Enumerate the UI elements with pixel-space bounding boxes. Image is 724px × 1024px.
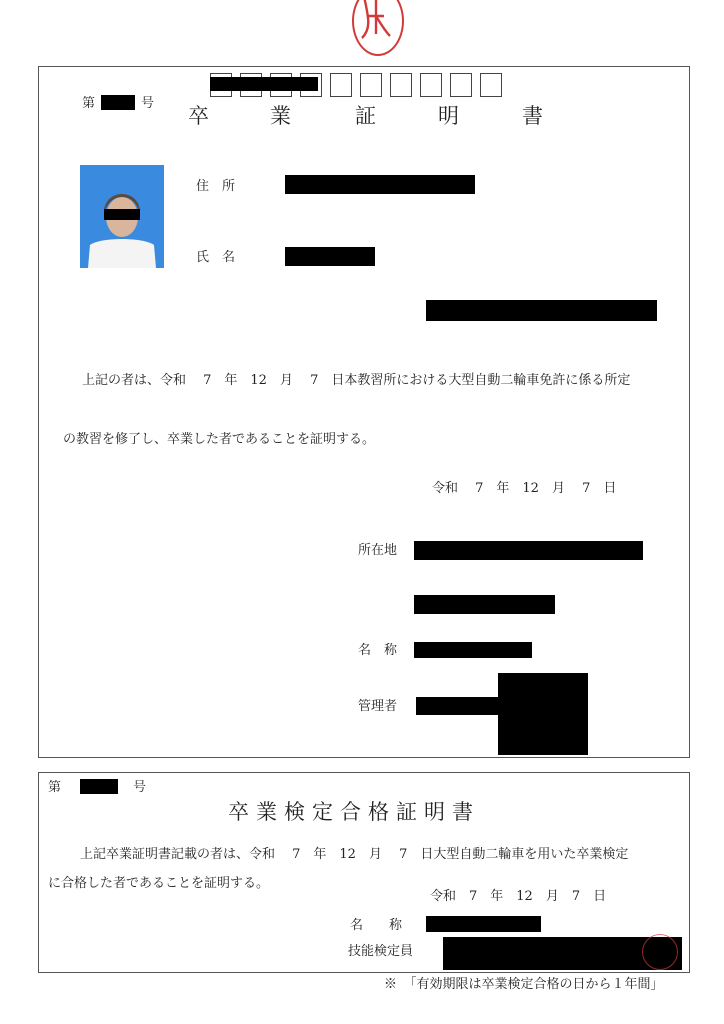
school-name-redaction: [414, 642, 532, 658]
cert1-title-char: 業: [270, 104, 291, 128]
cert1-number-redaction: [101, 95, 135, 110]
name-label: 氏 名: [196, 250, 236, 265]
cert1-title-char: 書: [522, 104, 543, 128]
cert2-name-redaction: [426, 916, 541, 932]
footnote: ※ 「有効期限は卒業検定合格の日から１年間」: [384, 977, 664, 992]
location-redaction-2: [414, 595, 555, 614]
seal-stamp-icon: [352, 0, 404, 56]
manager-name-redaction: [416, 697, 506, 715]
cert2-number-prefix: 第: [48, 780, 62, 795]
address-redaction: [285, 175, 475, 194]
cert1-body-line1: 上記の者は、令和 7 年 12 月 7 日本教習所における大型自動二輪車免許に係る所定: [82, 373, 631, 388]
cert1-number-suffix: 号: [141, 96, 155, 111]
examiner-seal-icon: [642, 934, 678, 970]
examiner-label: 技能検定員: [348, 944, 414, 959]
manager-seal-redaction: [498, 673, 588, 755]
manager-label: 管理者: [358, 699, 398, 714]
cert1-title-char: 証: [355, 104, 376, 128]
id-photo: [80, 165, 164, 268]
address-label: 住 所: [196, 179, 236, 194]
cert2-number-suffix: 号: [133, 780, 147, 795]
cert2-body-line1: 上記卒業証明書記載の者は、令和 7 年 12 月 7 日大型自動二輪車を用いた卒業検定: [80, 847, 629, 862]
cert2-name-label: 名 称: [350, 918, 403, 933]
location-redaction-1: [414, 541, 643, 560]
cert1-title-char: 明: [438, 104, 459, 128]
cert1-title-char: 卒: [188, 104, 209, 128]
cert2-number-redaction: [80, 779, 118, 794]
school-name-label: 名 称: [358, 643, 398, 658]
cert1-date: 令和 7 年 12 月 7 日: [432, 481, 617, 496]
cert2-date: 令和 7 年 12 月 7 日: [430, 889, 607, 904]
name-redaction: [285, 247, 375, 266]
cert2-title: 卒業検定合格証明書: [228, 800, 480, 824]
cert1-body-line2: の教習を修了し、卒業した者であることを証明する。: [63, 432, 376, 447]
cert1-number-prefix: 第: [82, 96, 96, 111]
cert-number-redaction: [210, 77, 318, 91]
location-label: 所在地: [358, 543, 398, 558]
birthdate-redaction: [426, 300, 657, 321]
cert2-body-line2: に合格した者であることを証明する。: [48, 876, 270, 891]
